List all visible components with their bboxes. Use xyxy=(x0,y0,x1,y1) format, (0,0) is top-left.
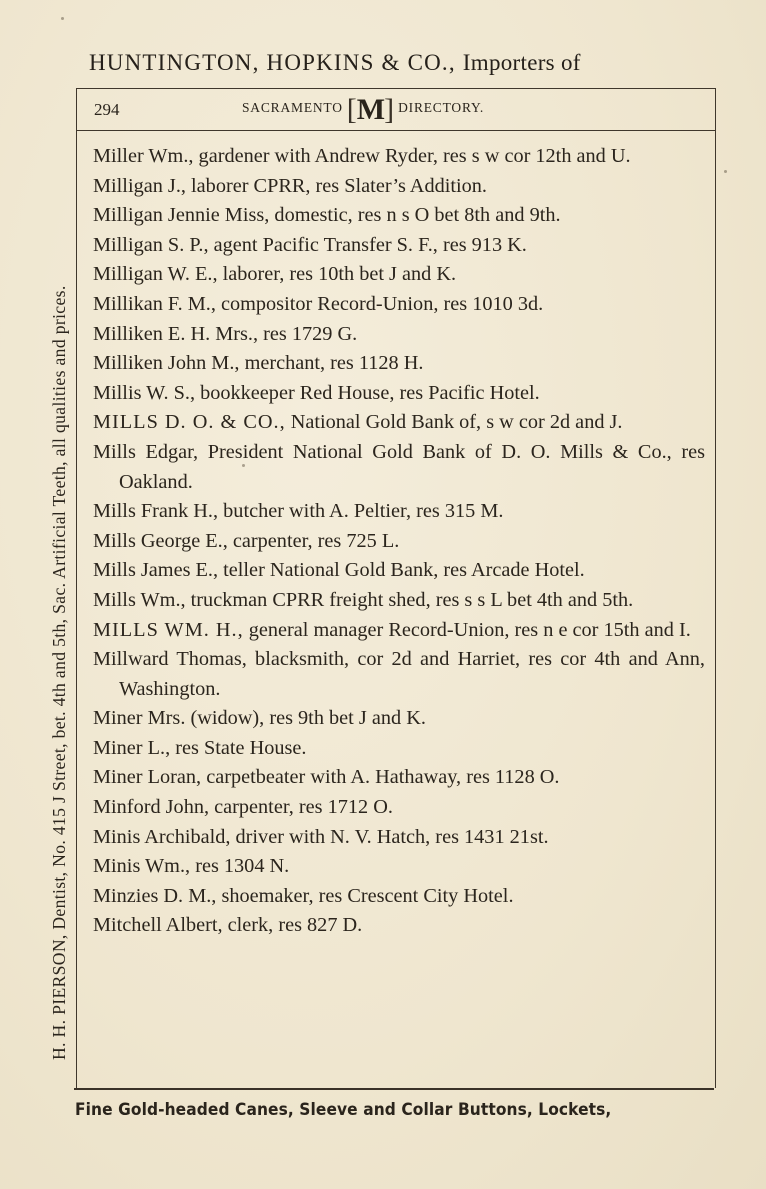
directory-entry xyxy=(93,438,705,497)
directory-entry xyxy=(93,231,705,261)
entry-name: Milliken John M., xyxy=(93,352,240,375)
entry-details: general manager Record-Union, res n e cor 15th and I. xyxy=(248,618,691,641)
directory-entry xyxy=(93,320,705,350)
entry-details: President National Gold Bank of D. O. Mills & Co., res Oakland. xyxy=(119,440,705,493)
directory-entries xyxy=(93,142,705,941)
entry-name: Millikan F. M., xyxy=(93,292,216,315)
top-advertisement-tail: Importers of xyxy=(462,50,581,75)
directory-entry xyxy=(93,793,705,823)
entry-details: merchant, res 1128 H. xyxy=(244,352,424,375)
entry-details: res 9th bet J and K. xyxy=(269,707,426,730)
bracket-open-glyph: [ xyxy=(346,93,357,126)
entry-name: Mills Frank H., xyxy=(93,500,219,523)
entry-details: res State House. xyxy=(175,736,307,759)
entry-details: domestic, res n s O bet 8th and 9th. xyxy=(274,204,561,227)
paper-speck xyxy=(61,17,64,20)
entry-name: Mills James E., xyxy=(93,559,219,582)
entry-name: MILLS D. O. & CO., xyxy=(93,411,286,434)
entry-details: laborer, res 10th bet J and K. xyxy=(222,263,457,286)
entry-name: MILLS WM. H., xyxy=(93,618,244,641)
entry-details: agent Pacific Transfer S. F., res 913 K. xyxy=(213,233,527,256)
directory-entry xyxy=(93,763,705,793)
paper-speck xyxy=(724,170,727,173)
bracket-close-glyph: ] xyxy=(384,93,395,126)
entry-name: Minis Wm., xyxy=(93,855,191,878)
entry-details: carpenter, res 725 L. xyxy=(232,529,400,552)
running-title xyxy=(242,93,484,127)
entry-details: compositor Record-Union, res 1010 3d. xyxy=(220,292,544,315)
entry-details: teller National Gold Bank, res Arcade Hotel. xyxy=(223,559,585,582)
entry-name: Miner L., xyxy=(93,736,171,759)
directory-entry xyxy=(93,704,705,734)
entry-name: Mitchell Albert, xyxy=(93,914,223,937)
entry-name: Milligan W. E., xyxy=(93,263,218,286)
directory-entry xyxy=(93,911,705,941)
paper-speck xyxy=(242,464,245,467)
directory-entry xyxy=(93,201,705,231)
entry-details: truckman CPRR freight shed, res s s L bet 4th and 5th. xyxy=(190,588,634,611)
entry-name: Miller Wm., xyxy=(93,145,194,167)
section-letter: M xyxy=(356,93,385,126)
entry-details: carpetbeater with A. Hathaway, res 1128 O. xyxy=(206,766,560,789)
directory-entry xyxy=(93,734,705,764)
entry-name: Mills Edgar, xyxy=(93,440,199,463)
top-advertisement xyxy=(89,50,719,76)
entry-name: Millis W. S., xyxy=(93,381,196,404)
entry-details: National Gold Bank of, s w cor 2d and J. xyxy=(290,411,623,434)
entry-name: Milligan S. P., xyxy=(93,233,209,256)
entry-details: butcher with A. Peltier, res 315 M. xyxy=(223,500,504,523)
directory-entry xyxy=(93,882,705,912)
entry-details: carpenter, res 1712 O. xyxy=(214,796,393,819)
entry-details: clerk, res 827 D. xyxy=(227,914,363,937)
entry-details: blacksmith, cor 2d and Harriet, res cor 4th and Ann, Washington. xyxy=(119,648,705,700)
entry-name: Minford John, xyxy=(93,796,210,819)
directory-entry xyxy=(93,823,705,853)
running-head xyxy=(77,89,715,131)
entry-details: driver with N. V. Hatch, res 1431 21st. xyxy=(235,825,549,848)
entry-name: Mills George E., xyxy=(93,529,228,552)
top-advertisement-firm: HUNTINGTON, HOPKINS & CO., xyxy=(89,50,456,75)
entry-details: laborer CPRR, res Slater’s Addition. xyxy=(191,174,487,197)
entry-name: Minzies D. M., xyxy=(93,884,217,907)
directory-entry xyxy=(93,852,705,882)
entry-name: Miner Mrs. (widow), xyxy=(93,707,265,730)
entry-details: res 1304 N. xyxy=(195,855,290,878)
directory-entry xyxy=(93,172,705,202)
directory-entry xyxy=(93,142,705,172)
entry-name: Milliken E. H. Mrs., xyxy=(93,322,259,345)
directory-entry xyxy=(93,527,705,557)
entry-name: Milligan Jennie Miss, xyxy=(93,204,270,227)
bottom-advertisement: Fine Gold-headed Canes, Sleeve and Collar Buttons, Lockets, xyxy=(75,1100,612,1119)
entry-details: gardener with Andrew Ryder, res s w cor 12th and U. xyxy=(198,145,631,167)
directory-entry xyxy=(93,586,705,616)
side-advertisement: H. H. PIERSON, Dentist, No. 415 J Street, bet. 4th and 5th, Sac. Artificial Teeth, all qualities and prices. xyxy=(49,285,69,1060)
directory-entry xyxy=(93,645,705,704)
directory-entry xyxy=(93,616,705,646)
page-number: 294 xyxy=(94,100,120,119)
frame-bottom-rule xyxy=(74,1088,714,1090)
directory-entry xyxy=(93,408,705,438)
entry-details: shoemaker, res Crescent City Hotel. xyxy=(221,884,514,907)
entry-name: Mills Wm., xyxy=(93,588,186,611)
running-title-directory: DIRECTORY. xyxy=(398,100,485,115)
directory-entry xyxy=(93,290,705,320)
directory-entry xyxy=(93,379,705,409)
running-title-city: SACRAMENTO xyxy=(242,100,343,115)
directory-entry xyxy=(93,497,705,527)
entry-name: Miner Loran, xyxy=(93,766,202,789)
directory-entry xyxy=(93,260,705,290)
directory-entry xyxy=(93,556,705,586)
directory-entry xyxy=(93,349,705,379)
entry-details: bookkeeper Red House, res Pacific Hotel. xyxy=(200,381,540,404)
entry-name: Millward Thomas, xyxy=(93,648,247,671)
entry-name: Milligan J., xyxy=(93,174,186,197)
entry-name: Minis Archibald, xyxy=(93,825,231,848)
entry-details: res 1729 G. xyxy=(263,322,358,345)
